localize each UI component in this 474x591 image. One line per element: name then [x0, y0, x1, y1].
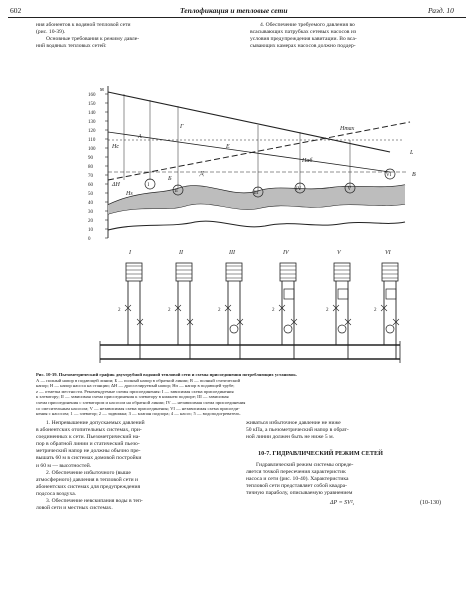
label-dh: ΔH: [112, 182, 120, 188]
label-hmax: Hmax: [340, 126, 355, 132]
label-e: Е: [226, 144, 230, 150]
text-line: абонентских системах для предупреждения: [36, 483, 141, 490]
text-line: 2. Обеспечение избыточного (выше: [46, 469, 131, 476]
caption-line: нения с насосом; 1 — элеватор; 2 — задвижка; 3 — клапан подпора; 4 — насос; 5 — водоподогреватель.: [36, 411, 241, 417]
component-tag: 2: [118, 308, 121, 313]
caption-line: А — полный напор в подающей линии; Б — полный напор в обратной линии; В — полный статический: [36, 377, 241, 383]
label-b: Б: [168, 176, 172, 182]
caption-line: к элеватору; II — зависимая схема присоединения к элеватору в нижнем подпоре; III — зависимая: [36, 394, 229, 400]
text-line: соединенных к сети. Пьезометрический на-: [36, 434, 141, 441]
terrain-bottom: [108, 221, 405, 230]
y-tick-label: 10: [88, 228, 93, 233]
page-number: 602: [10, 6, 22, 15]
svg-text:I: I: [147, 183, 150, 188]
connection-schematic: [0, 245, 474, 370]
svg-text:IV: IV: [296, 187, 302, 192]
svg-text:V: V: [347, 187, 352, 192]
return-line-dashed: [108, 122, 410, 180]
station-label: I: [129, 250, 131, 256]
pump-icon: [386, 325, 394, 333]
radiator: [280, 263, 296, 281]
bottom-right-body: [246, 462, 450, 497]
label-hs: Hs: [126, 191, 133, 197]
caption-line: со смесительным насосом; V — независимая схема присоединения; VI — независимая схема присоеди-: [36, 405, 240, 411]
text-line: вышать 60 м в системах домовой постройки: [36, 455, 142, 462]
section-label: Разд. 10: [428, 6, 454, 15]
label-a: А: [138, 134, 142, 140]
station-label: III: [229, 250, 235, 256]
svg-text:III: III: [253, 191, 259, 196]
y-tick-label: 130: [88, 120, 96, 125]
text-line: в абонентских отопительных системах, при-: [36, 427, 142, 434]
label-d: Д: [200, 171, 204, 177]
y-tick-label: 0: [88, 237, 91, 242]
text-line: 4. Обеспечение требуемого давления во: [260, 22, 355, 28]
text-line: 50 кПа, а пьезометрический напор в обрат-: [246, 427, 349, 434]
text-line: сывающих камерах насосов должно поддер-: [250, 43, 356, 50]
station-label: II: [179, 250, 183, 256]
circle-marker-1: [145, 179, 155, 189]
text-line: тепловой сети представляет собой квадра-: [246, 483, 348, 490]
pump-icon: [338, 325, 346, 333]
text-line: и 60 м — высотностей.: [36, 462, 92, 469]
radiator: [126, 263, 142, 281]
y-tick-label: 140: [88, 111, 96, 116]
text-line: тичную параболу, описываемую уравнением: [246, 490, 353, 497]
radiator: [382, 263, 398, 281]
text-line: атмосферного) давления в тепловой сети и: [36, 476, 139, 483]
y-tick-label: 120: [88, 129, 96, 134]
text-line: 3. Обеспечение невскипания воды в теп-: [46, 498, 143, 505]
text-line: пор в обратной линии и статический пьезо-: [36, 441, 140, 448]
section-heading: 10-7. ГИДРАВЛИЧЕСКИЙ РЕЖИМ СЕТЕЙ: [258, 450, 383, 457]
label-g: Г: [180, 124, 184, 130]
header-rule: [8, 17, 466, 18]
equation-number: (10-130): [420, 500, 441, 506]
station-label: VI: [385, 250, 391, 256]
label-hab: Hаб: [302, 158, 313, 164]
caption-title: Рис. 10-39. Пьезометрический график двухтрубной водяной тепловой сети и схемы присоединения потребляющих установок.: [36, 372, 298, 377]
text-line: Основные требования к режиму давле-: [46, 36, 140, 43]
text-line: метрический напор не должны обычно пре-: [36, 448, 141, 455]
y-tick-label: 60: [88, 183, 93, 188]
y-tick-label: 70: [88, 174, 93, 179]
top-right-text: [250, 22, 450, 50]
component-tag: 2: [218, 308, 221, 313]
text-line: ной линии должен быть не ниже 5 м.: [246, 434, 335, 441]
terrain-fill: [108, 185, 405, 214]
component-tag: 2: [374, 308, 377, 313]
radiator: [226, 263, 242, 281]
bottom-right-text: [246, 420, 450, 441]
y-tick-label: 150: [88, 102, 96, 107]
station-group: [118, 250, 399, 359]
radiator: [334, 263, 350, 281]
figure-caption: [36, 372, 446, 417]
supply-line-a: [108, 92, 390, 152]
label-l: L: [410, 150, 414, 156]
text-line: 1. Непревышение допускаемых давлений: [46, 420, 145, 426]
y-tick-label: 160: [88, 93, 96, 98]
radiator: [176, 263, 192, 281]
component-tag: 2: [326, 308, 329, 313]
y-tick-label: 30: [88, 210, 93, 215]
station-label: V: [337, 250, 341, 256]
pressure-line-b: [108, 132, 390, 172]
y-tick-label: 80: [88, 165, 93, 170]
y-tick-label: 40: [88, 201, 93, 206]
label-hc: Hс: [112, 144, 119, 150]
heat-exchanger: [386, 289, 396, 299]
text-line: всасывающих патрубках сетевых насосов из: [250, 29, 357, 36]
heat-exchanger: [284, 289, 294, 299]
pump-icon: [230, 325, 238, 333]
svg-text:VI: VI: [386, 173, 392, 178]
text-line: ляется точкой пересечения характеристик: [246, 469, 346, 476]
y-tick-label: 20: [88, 219, 93, 224]
caption-line: z — отметка местности. Рекомендуемые схемы присоединения: I — зависимая схема присоединения: [36, 388, 234, 394]
text-line: ний водяных тепловых сетей:: [36, 43, 107, 50]
piezometric-chart: [0, 80, 474, 245]
component-tag: 2: [168, 308, 171, 313]
label-v: В: [412, 172, 416, 178]
bottom-left-text: [36, 420, 234, 512]
formula: ΔP = SV²,: [330, 500, 355, 506]
y-tick-label: 110: [88, 138, 96, 143]
running-title: Теплофикация и тепловые сети: [180, 6, 288, 15]
y-tick-label: 90: [88, 156, 93, 161]
svg-text:II: II: [174, 189, 178, 194]
text-line: насоса и сети (рис. 10-40). Характеристика: [246, 476, 349, 483]
text-line: условия предупреждения кавитации. Во вса-: [250, 36, 357, 43]
component-tag: 2: [272, 308, 275, 313]
top-left-text: [36, 22, 232, 50]
text-line: (рис. 10-39).: [36, 29, 66, 36]
text-line: Гидравлический режим системы опреде-: [256, 462, 354, 468]
pump-icon: [284, 325, 292, 333]
y-tick-label: 50: [88, 192, 93, 197]
y-ticks: [88, 93, 108, 242]
text-line: живаться избыточное давление не ниже: [246, 420, 341, 426]
heat-exchanger: [338, 289, 348, 299]
text-line: ния абонентов к водяной тепловой сети: [36, 22, 131, 28]
circle-marker-6: [385, 169, 395, 179]
caption-line: схема присоединения с элеватором и насосом на обратной линии; IV — независимая схема присоединения: [36, 399, 246, 405]
caption-line: напор; H — напор насоса на станции; ΔH — дросселируемый напор; Hп — напор в подающей трубе;: [36, 383, 235, 389]
y-unit: м: [100, 87, 104, 93]
text-line: подсоса воздуха.: [36, 490, 77, 497]
text-line: ловой сети и местных системах.: [36, 505, 113, 512]
y-tick-label: 100: [88, 147, 96, 152]
station-label: IV: [283, 250, 289, 256]
